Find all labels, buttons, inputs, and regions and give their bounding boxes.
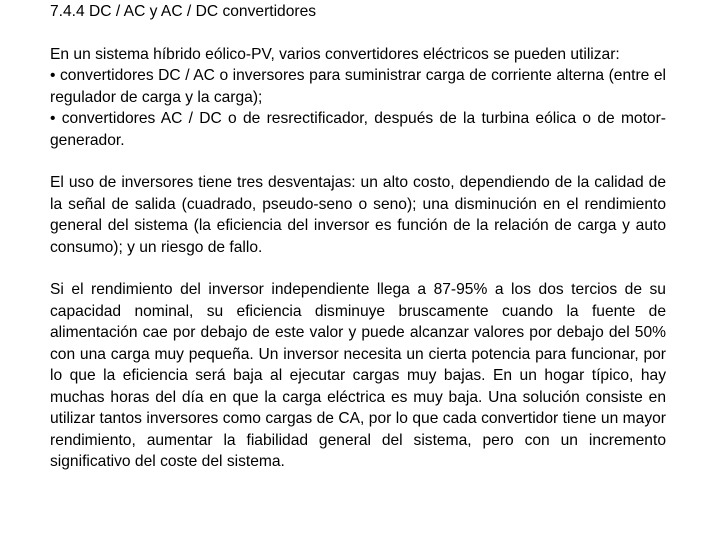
paragraph-inverter-disadvantages: El uso de inversores tiene tres desventajas: un alto costo, dependiendo de la calidad de la señal de salida (cuadrado, pseudo-seno o seno); una disminución en el rendimiento general del sistema (la eficiencia del inversor es función de la relación de carga y auto consumo); y un riesgo de fallo.	[50, 174, 666, 256]
list-item-dc-ac: • convertidores DC / AC o inversores para suministrar carga de corriente alterna (entre el regulador de carga y la carga);	[50, 67, 666, 106]
list-item-ac-dc: • convertidores AC / DC o de resrectificador, después de la turbina eólica o de motor-generador.	[50, 110, 666, 149]
document-page	[50, 0, 666, 473]
paragraph-inverter-efficiency: Si el rendimiento del inversor independiente llega a 87-95% a los dos tercios de su capacidad nominal, su eficiencia disminuye bruscamente cuando la fuente de alimentación cae por debajo de este valor y puede alcanzar valores por debajo del 50% con una carga muy pequeña. Un inversor necesita un cierta potencia para funcionar, por lo que la eficiencia será baja al ejecutar cargas muy bajas. En un hogar típico, hay muchas horas del día en que la carga eléctrica es muy baja. Una solución consiste en utilizar tantos inversores como cargas de CA, por lo que cada convertidor tiene un mayor rendimiento, aumentar la fiabilidad general del sistema, pero con un incremento significativo del coste del sistema.	[50, 281, 666, 470]
paragraph-intro: En un sistema híbrido eólico-PV, varios convertidores eléctricos se pueden utilizar:	[50, 45, 620, 63]
section-heading: 7.4.4 DC / AC y AC / DC convertidores	[50, 3, 317, 20]
paragraph-converters-list	[50, 44, 666, 152]
